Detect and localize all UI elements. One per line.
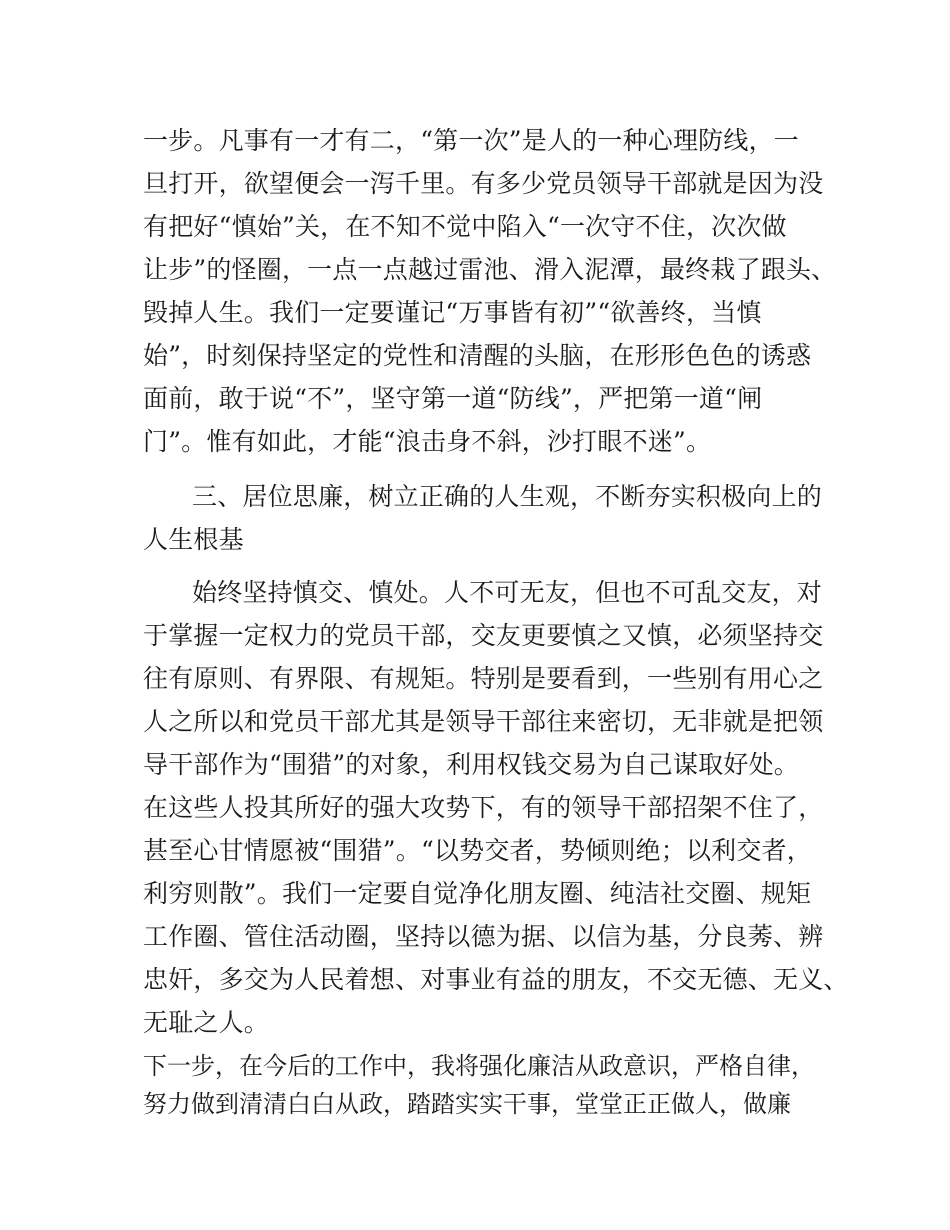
text-line: 于掌握一定权力的党员干部，交友更要慎之又慎，必须坚持交 <box>143 621 824 650</box>
text-line: 忠奸，多交为人民着想、对事业有益的朋友，不交无德、无义、 <box>143 965 849 994</box>
text-line: 毁掉人生。我们一定要谨记“万事皆有初”“欲善终，当慎 <box>143 298 762 327</box>
text-line: 导干部作为“围猎”的对象，利用权钱交易为自己谋取好处。 <box>143 750 799 779</box>
text-line: 甚至心甘情愿被“围猎”。“以势交者，势倾则绝；以利交者， <box>143 836 812 865</box>
text-line: 旦打开，欲望便会一泻千里。有多少党员领导干部就是因为没 <box>143 169 824 198</box>
heading-line: 人生根基 <box>143 525 244 554</box>
text-line: 人之所以和党员干部尤其是领导干部往来密切，无非就是把领 <box>143 707 824 736</box>
text-line: 无耻之人。 <box>143 1008 270 1037</box>
text-line: 在这些人投其所好的强大攻势下，有的领导干部招架不住了， <box>143 793 824 822</box>
text-line: 努力做到清清白白从政，踏踏实实干事，堂堂正正做人，做廉 <box>143 1090 791 1118</box>
text-line: 有把好“慎始”关，在不知不觉中陷入“一次守不住，次次做 <box>143 212 787 241</box>
text-line: 让步”的怪圈，一点一点越过雷池、滑入泥潭，最终栽了跟头、 <box>143 255 837 284</box>
text-line: 下一步，在今后的工作中，我将强化廉洁从政意识，严格自律， <box>143 1052 815 1080</box>
text-line: 一步。凡事有一才有二，“第一次”是人的一种心理防线，一 <box>143 126 799 155</box>
text-line: 始”，时刻保持坚定的党性和清醒的头脑，在形形色色的诱惑 <box>143 341 812 370</box>
text-line: 始终坚持慎交、慎处。人不可无友，但也不可乱交友，对 <box>192 578 823 607</box>
heading-line: 三、居位思廉，树立正确的人生观，不断夯实积极向上的 <box>192 482 823 511</box>
text-line: 利穷则散”。我们一定要自觉净化朋友圈、纯洁社交圈、规矩 <box>143 879 812 908</box>
text-line: 面前，敢于说“不”，坚守第一道“防线”，严把第一道“闸 <box>143 384 763 413</box>
text-line: 工作圈、管住活动圈，坚持以德为据、以信为基，分良莠、辨 <box>143 922 824 951</box>
text-line: 门”。惟有如此，才能“浪击身不斜，沙打眼不迷”。 <box>143 427 712 456</box>
text-line: 往有原则、有界限、有规矩。特别是要看到，一些别有用心之 <box>143 664 824 693</box>
